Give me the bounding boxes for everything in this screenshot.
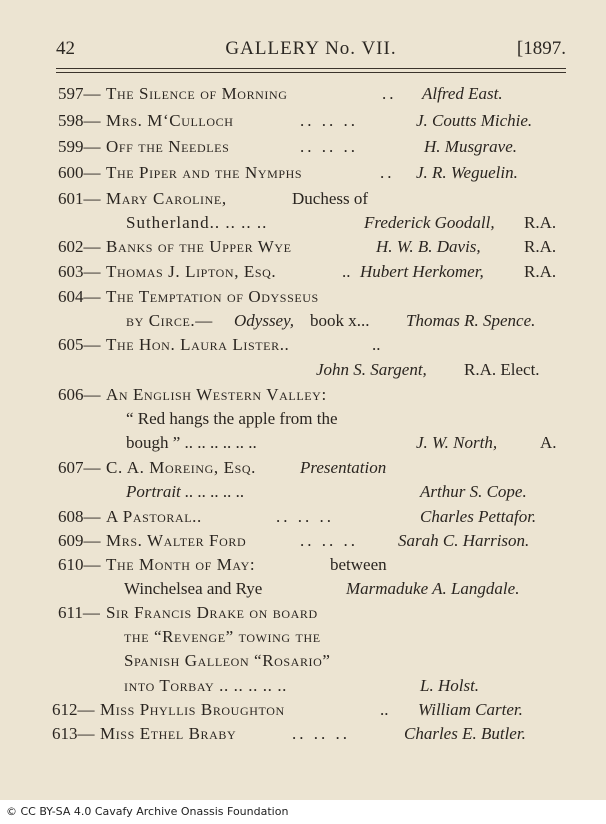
entry-title-cont: by Circe.—: [126, 311, 213, 330]
entry-title-cont: into Torbay .. .. .. .. ..: [124, 676, 288, 695]
entry-title-cont: between: [330, 555, 387, 574]
artist-name: J. W. North,: [416, 433, 498, 452]
entry-title: The Hon. Laura Lister..: [106, 335, 290, 354]
catalogue-line: [0, 285, 606, 309]
license-footer: © CC BY-SA 4.0 Cavafy Archive Onassis Foundation: [0, 800, 606, 824]
entry-title: Mrs. M‘Culloch: [106, 111, 234, 130]
entry-title: A Pastoral..: [106, 507, 202, 526]
artist-honour: R.A. Elect.: [464, 360, 540, 379]
catalogue-line: [0, 260, 606, 284]
catalogue-line: [0, 309, 606, 333]
leader-dots: .. .. ..: [300, 111, 358, 130]
artist-name: Thomas R. Spence.: [406, 311, 536, 330]
running-title: GALLERY No. VII.: [225, 38, 397, 59]
catalogue-line: [0, 577, 606, 601]
entry-title: Sir Francis Drake on board: [106, 603, 318, 622]
entry-number: 609—: [58, 531, 101, 550]
entry-title-cont: the “Revenge” towing the: [124, 627, 321, 646]
artist-name: H. Musgrave.: [424, 137, 518, 156]
artist-name: Arthur S. Cope.: [420, 482, 527, 501]
artist-honour: A.: [540, 433, 557, 452]
entry-title-cont: Presentation: [300, 458, 387, 477]
entry-number: 608—: [58, 507, 101, 526]
catalogue-line: [0, 698, 606, 722]
catalogue-line: [0, 431, 606, 455]
literary-source-ref: book x...: [310, 311, 370, 330]
artist-name: J. R. Weguelin.: [416, 163, 518, 182]
artist-name: H. W. B. Davis,: [376, 237, 481, 256]
catalogue-line: [0, 358, 606, 382]
page-header: [56, 38, 566, 64]
year: [1897.: [516, 38, 566, 59]
catalogue-line: [0, 456, 606, 480]
entry-title-cont: Sutherland.. .. .. ..: [126, 213, 268, 232]
entry-number: 600—: [58, 163, 101, 182]
entry-title-cont: bough ” .. .. .. .. .. ..: [126, 433, 257, 452]
entry-number: 605—: [58, 335, 101, 354]
catalogue-line: [0, 383, 606, 407]
entry-number: 599—: [58, 137, 101, 156]
entry-title: The Silence of Morning: [106, 84, 288, 103]
catalogue-line: [0, 553, 606, 577]
entry-title: Mary Caroline,: [106, 189, 227, 208]
catalogue-line: [0, 187, 606, 211]
artist-name: Sarah C. Harrison.: [398, 531, 530, 550]
artist-honour: R.A.: [524, 213, 557, 232]
artist-name: Marmaduke A. Langdale.: [346, 579, 520, 598]
catalogue-line: [0, 135, 606, 159]
artist-name: John S. Sargent,: [316, 360, 427, 379]
entry-title: Off the Needles: [106, 137, 230, 156]
catalogue-line: [0, 235, 606, 259]
page-number: 42: [56, 38, 75, 59]
catalogue-line: [0, 333, 606, 357]
catalogue-line: [0, 601, 606, 625]
entry-number: 606—: [58, 385, 101, 404]
artist-name: Charles Pettafor.: [420, 507, 537, 526]
artist-honour: R.A.: [524, 262, 557, 281]
catalogue-line: [0, 722, 606, 746]
literary-source: Odyssey,: [234, 311, 294, 330]
entry-title-cont: Portrait .. .. .. .. ..: [126, 482, 245, 501]
entry-title: C. A. Moreing, Esq.: [106, 458, 256, 477]
entry-title: An English Western Valley:: [106, 385, 327, 404]
entry-number: 613—: [52, 724, 95, 743]
catalogue-line: [0, 109, 606, 133]
entry-number: 610—: [58, 555, 101, 574]
artist-name: William Carter.: [418, 700, 523, 719]
header-rule-thin: [56, 72, 566, 73]
entry-title-cont: Spanish Galleon “Rosario”: [124, 651, 331, 670]
artist-name: L. Holst.: [420, 676, 480, 695]
entry-number: 607—: [58, 458, 101, 477]
catalogue-line: [0, 529, 606, 553]
entry-title: Banks of the Upper Wye: [106, 237, 292, 256]
leader-dots: ..: [380, 163, 395, 182]
catalogue-line: [0, 161, 606, 185]
leader-dots: .. .. ..: [276, 507, 334, 526]
artist-name: Frederick Goodall,: [364, 213, 495, 232]
entry-title: Thomas J. Lipton, Esq.: [106, 262, 277, 281]
catalogue-line: [0, 505, 606, 529]
entry-title: Miss Ethel Braby: [100, 724, 237, 743]
entry-title: The Temptation of Odysseus: [106, 287, 319, 306]
catalogue-line: [0, 674, 606, 698]
entry-number: 597—: [58, 84, 101, 103]
entry-title-cont: “ Red hangs the apple from the: [126, 409, 338, 428]
artist-honour: R.A.: [524, 237, 557, 256]
catalogue-line: [0, 82, 606, 106]
leader-dots: ..: [380, 700, 389, 719]
entry-number: 601—: [58, 189, 101, 208]
leader-dots: ..: [382, 84, 397, 103]
entry-number: 602—: [58, 237, 101, 256]
artist-name: J. Coutts Michie.: [416, 111, 533, 130]
entry-number: 603—: [58, 262, 101, 281]
leader-dots: .. .. ..: [300, 531, 358, 550]
catalogue-line: [0, 625, 606, 649]
leader-dots: ..: [342, 262, 351, 281]
catalogue-line: [0, 407, 606, 431]
entry-number: 611—: [58, 603, 100, 622]
entry-title: Miss Phyllis Broughton: [100, 700, 285, 719]
entry-title-cont: Winchelsea and Rye: [124, 579, 263, 598]
leader-dots: .. .. ..: [300, 137, 358, 156]
entry-title: The Month of May:: [106, 555, 256, 574]
entry-title-cont: Duchess of: [292, 189, 369, 208]
entry-number: 604—: [58, 287, 101, 306]
catalogue-line: [0, 211, 606, 235]
artist-name: Charles E. Butler.: [404, 724, 526, 743]
entry-title: Mrs. Walter Ford: [106, 531, 247, 550]
leader-dots: ..: [372, 335, 381, 354]
artist-name: Alfred East.: [422, 84, 503, 103]
entry-number: 598—: [58, 111, 101, 130]
leader-dots: .. .. ..: [292, 724, 350, 743]
catalogue-line: [0, 480, 606, 504]
entry-number: 612—: [52, 700, 95, 719]
catalogue-line: [0, 649, 606, 673]
artist-name: Hubert Herkomer,: [360, 262, 484, 281]
header-rule: [56, 68, 566, 69]
entry-title: The Piper and the Nymphs: [106, 163, 303, 182]
